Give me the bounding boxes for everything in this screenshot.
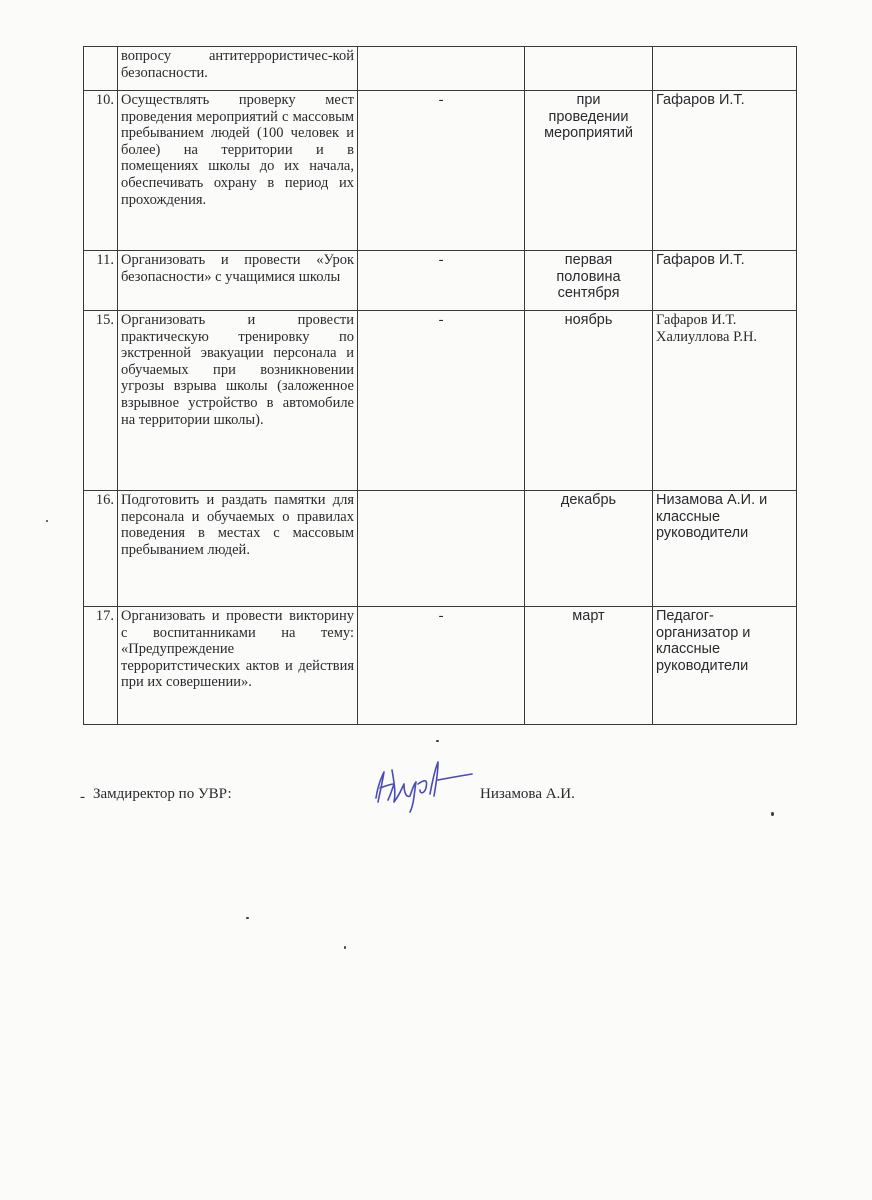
scan-speck (46, 520, 48, 522)
row-dash: - (358, 607, 525, 725)
responsible-line: классные (656, 641, 721, 658)
row-number: 10. (84, 91, 118, 251)
row-responsible (653, 311, 797, 491)
signatory-name: Низамова А.И. (480, 786, 575, 802)
row-date (525, 91, 653, 251)
row-responsible (653, 47, 797, 91)
row-responsible: Гафаров И.Т. (653, 91, 797, 251)
row-date (525, 251, 653, 311)
scan-speck (436, 740, 439, 742)
row-action: Осуществлять проверку мест проведения мероприятий с массовым пребыванием людей (100 человек и более) на территории и в помещениях школы до их начала, обеспечивать охрану в период их прохождения. (118, 91, 358, 251)
row-date: март (525, 607, 653, 725)
signature-block (80, 784, 800, 824)
activity-plan-table (83, 46, 797, 725)
row-date: ноябрь (525, 311, 653, 491)
handwritten-signature-icon (368, 754, 498, 814)
signatory-title: Замдиректор по УВР: (93, 786, 232, 802)
signature-mark: - (80, 789, 85, 805)
scan-speck (771, 812, 774, 816)
row-action: Организовать и провести «Урок безопасности» с учащимися школы (118, 251, 358, 311)
responsible-line: Низамова А.И. и (656, 492, 768, 508)
row-action: вопросу антитеррористичес-кой безопасности. (118, 47, 358, 91)
date-line: сентября (557, 285, 620, 302)
date-line: при (576, 92, 601, 108)
responsible-line: руководители (656, 657, 749, 674)
row-responsible (653, 607, 797, 725)
responsible-line: Гафаров И.Т. (656, 312, 737, 328)
table-row (84, 91, 797, 251)
row-number: 16. (84, 491, 118, 607)
row-dash (358, 47, 525, 91)
row-responsible (653, 491, 797, 607)
row-action: Организовать и провести викторину с воспитанниками на тему: «Предупреждение терроритстических актов и действия при их совершении». (118, 607, 358, 725)
scan-speck (246, 917, 249, 919)
table-row (84, 607, 797, 725)
date-line: проведении (548, 108, 629, 125)
responsible-line: классные (656, 508, 721, 525)
table-row (84, 251, 797, 311)
responsible-line: организатор и (656, 624, 751, 641)
scan-speck (344, 946, 346, 949)
responsible-line: Педагог- (656, 608, 714, 624)
row-number: 17. (84, 607, 118, 725)
table-row (84, 311, 797, 491)
row-dash: - (358, 251, 525, 311)
row-date: декабрь (525, 491, 653, 607)
row-action: Подготовить и раздать памятки для персонала и обучаемых о правилах поведения в местах с массовым пребыванием людей. (118, 491, 358, 607)
table-row (84, 491, 797, 607)
row-action: Организовать и провести практическую тренировку по экстренной эвакуации персонала и обучаемых при возникновении угрозы взрыва школы (заложенное взрывное устройство в автомобиле на территории школы). (118, 311, 358, 491)
date-line: мероприятий (544, 125, 633, 142)
table-row (84, 47, 797, 91)
row-date (525, 47, 653, 91)
row-dash: - (358, 311, 525, 491)
row-number (84, 47, 118, 91)
date-line: половина (556, 268, 621, 285)
date-line: первая (564, 252, 613, 268)
row-responsible: Гафаров И.Т. (653, 251, 797, 311)
row-number: 11. (84, 251, 118, 311)
row-dash (358, 491, 525, 607)
responsible-line: Халиуллова Р.Н. (656, 328, 758, 345)
row-number: 15. (84, 311, 118, 491)
responsible-line: руководители (656, 525, 749, 542)
row-dash: - (358, 91, 525, 251)
